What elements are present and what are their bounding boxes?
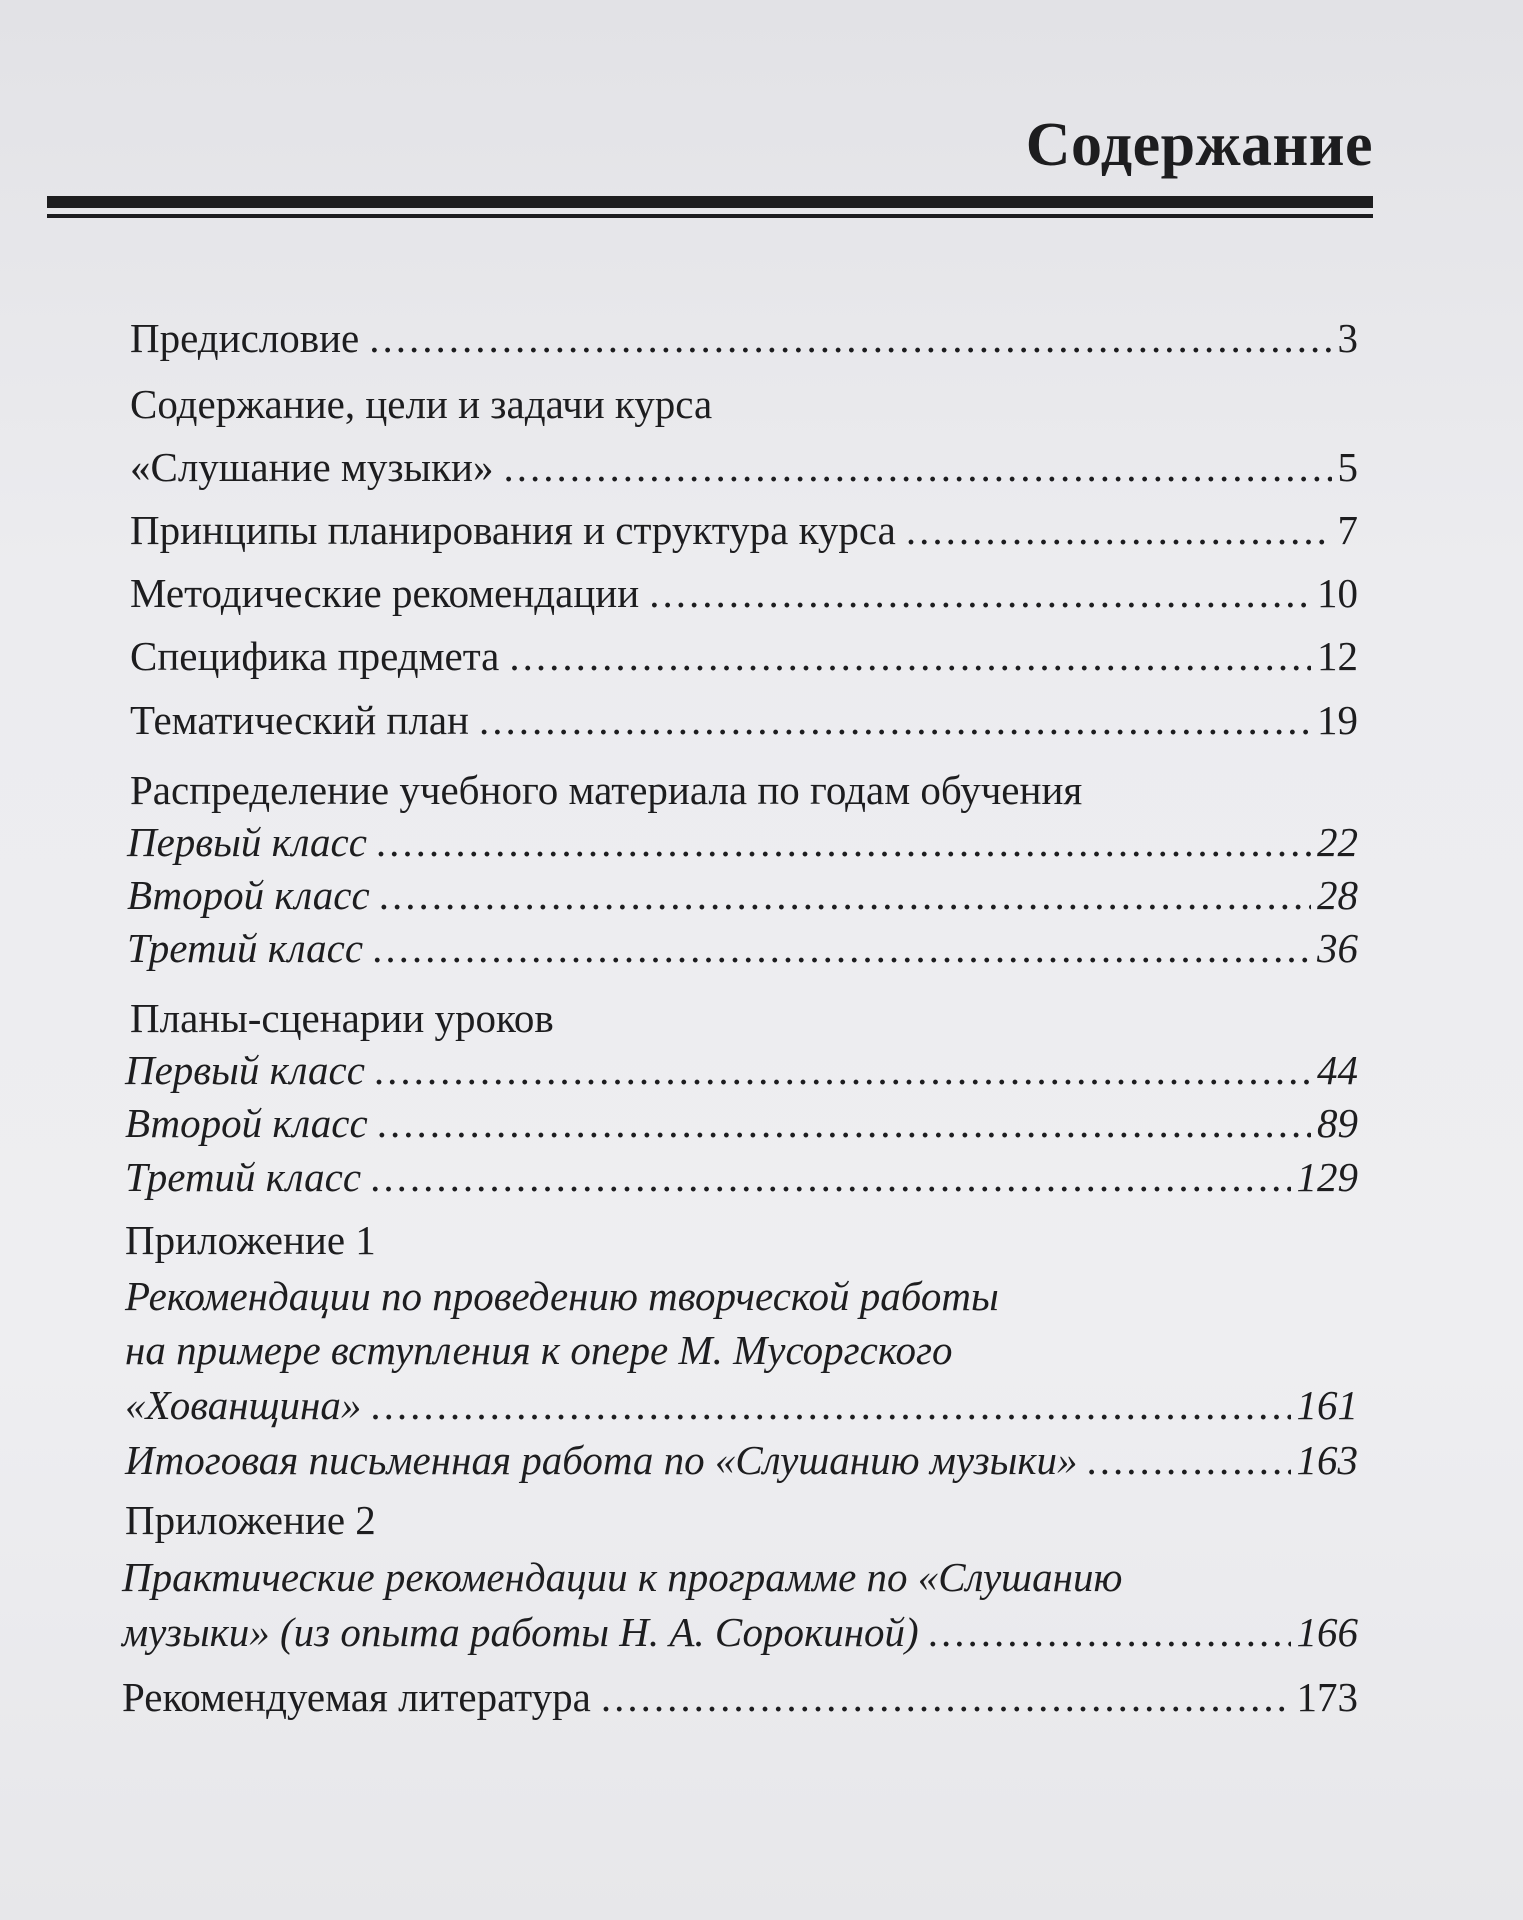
toc-entry-scenarios-grade-2 [125, 1100, 1358, 1146]
toc-entry-page: 22 [1317, 819, 1358, 865]
toc-entry-page: 44 [1317, 1047, 1358, 1093]
toc-entry-course-content [130, 381, 1485, 427]
toc-entry-label: музыки» (из опыта работы Н. А. Сорокиной) [122, 1609, 919, 1655]
toc-entry-practical-recommendations-cont [122, 1609, 1358, 1655]
toc-entry-label: «Хованщина» [125, 1382, 362, 1428]
toc-entry-label: Распределение учебного материала по годам обучения [130, 767, 1083, 813]
toc-entry-distribution-grade-1 [127, 819, 1358, 865]
toc-section-appendix-2 [125, 1497, 1480, 1543]
toc-entry-label: на примере вступления к опере М. Мусоргского [125, 1327, 953, 1373]
toc-entry-label: Принципы планирования и структура курса [130, 507, 896, 553]
toc-entry-page: 163 [1296, 1437, 1358, 1483]
toc-entry-label: «Слушание музыки» [130, 444, 494, 490]
dot-leader [503, 447, 1331, 488]
toc-entry-scenarios-grade-1 [125, 1047, 1358, 1093]
dot-leader [601, 1677, 1291, 1718]
toc-entry-page: 19 [1317, 697, 1358, 743]
toc-entry-label: Второй класс [125, 1100, 368, 1146]
toc-entry-page: 7 [1337, 507, 1358, 553]
toc-entry-planning-principles [130, 507, 1358, 553]
toc-entry-page: 166 [1296, 1609, 1358, 1655]
toc-entry-preface [130, 315, 1358, 361]
toc-entry-course-content-cont [130, 444, 1358, 490]
toc-entry-subject-specifics [130, 633, 1358, 679]
dot-leader [380, 875, 1311, 916]
toc-entry-page: 129 [1296, 1154, 1358, 1200]
toc-entry-creative-work-cont [125, 1327, 1480, 1373]
toc-entry-label: Содержание, цели и задачи курса [130, 381, 713, 427]
toc-entry-methodical-recommendations [130, 570, 1358, 616]
dot-leader [649, 573, 1311, 614]
page-title: Содержание [1025, 111, 1373, 179]
toc-entry-label: Рекомендации по проведению творческой работы [125, 1273, 999, 1319]
dot-leader [378, 1103, 1311, 1144]
toc-entry-label: Первый класс [125, 1047, 365, 1093]
dot-leader [375, 1050, 1311, 1091]
toc-entry-page: 28 [1317, 872, 1358, 918]
toc-entry-label: Приложение 2 [125, 1497, 376, 1543]
toc-entry-label: Рекомендуемая литература [122, 1674, 591, 1720]
toc-entry-creative-work [125, 1273, 1480, 1319]
dot-leader [929, 1612, 1291, 1653]
toc-entry-recommended-literature [122, 1674, 1358, 1720]
toc-entry-label: Предисловие [130, 315, 360, 361]
toc-entry-page: 3 [1337, 315, 1358, 361]
dot-leader [377, 822, 1311, 863]
toc-entry-label: Итоговая письменная работа по «Слушанию музыки» [125, 1437, 1078, 1483]
toc-entry-label: Методические рекомендации [130, 570, 640, 616]
toc-entry-label: Тематический план [130, 697, 469, 743]
toc-entry-practical-recommendations [122, 1554, 1477, 1600]
toc-entry-page: 161 [1296, 1382, 1358, 1428]
toc-entry-label: Третий класс [127, 925, 364, 971]
toc-entry-page: 89 [1317, 1100, 1358, 1146]
toc-section-material-distribution [130, 767, 1485, 813]
toc-section-appendix-1 [125, 1217, 1480, 1263]
dot-leader [369, 318, 1331, 359]
dot-leader [509, 636, 1311, 677]
toc-entry-label: Практические рекомендации к программе по «Слушанию [122, 1554, 1123, 1600]
toc-entry-khovanshchina [125, 1382, 1358, 1428]
toc-entry-page: 36 [1317, 925, 1358, 971]
toc-entry-page: 10 [1317, 570, 1358, 616]
toc-entry-scenarios-grade-3 [125, 1154, 1358, 1200]
dot-leader [479, 700, 1311, 741]
dot-leader [371, 1385, 1290, 1426]
toc-entry-thematic-plan [130, 697, 1358, 743]
toc-entry-label: Специфика предмета [130, 633, 500, 679]
toc-entry-page: 5 [1337, 444, 1358, 490]
toc-entry-page: 12 [1317, 633, 1358, 679]
toc-entry-distribution-grade-3 [127, 925, 1358, 971]
dot-leader [906, 510, 1332, 551]
toc-entry-label: Первый класс [127, 819, 367, 865]
toc-entry-page: 173 [1296, 1674, 1358, 1720]
toc-entry-final-written-work [125, 1437, 1358, 1483]
dot-leader [371, 1157, 1290, 1198]
dot-leader [373, 928, 1311, 969]
toc-section-lesson-scenarios [130, 995, 1485, 1041]
toc-entry-label: Третий класс [125, 1154, 362, 1200]
toc-entry-label: Второй класс [127, 872, 370, 918]
dot-leader [1088, 1440, 1291, 1481]
toc-entry-label: Приложение 1 [125, 1217, 376, 1263]
toc-entry-label: Планы-сценарии уроков [130, 995, 554, 1041]
toc-entry-distribution-grade-2 [127, 872, 1358, 918]
